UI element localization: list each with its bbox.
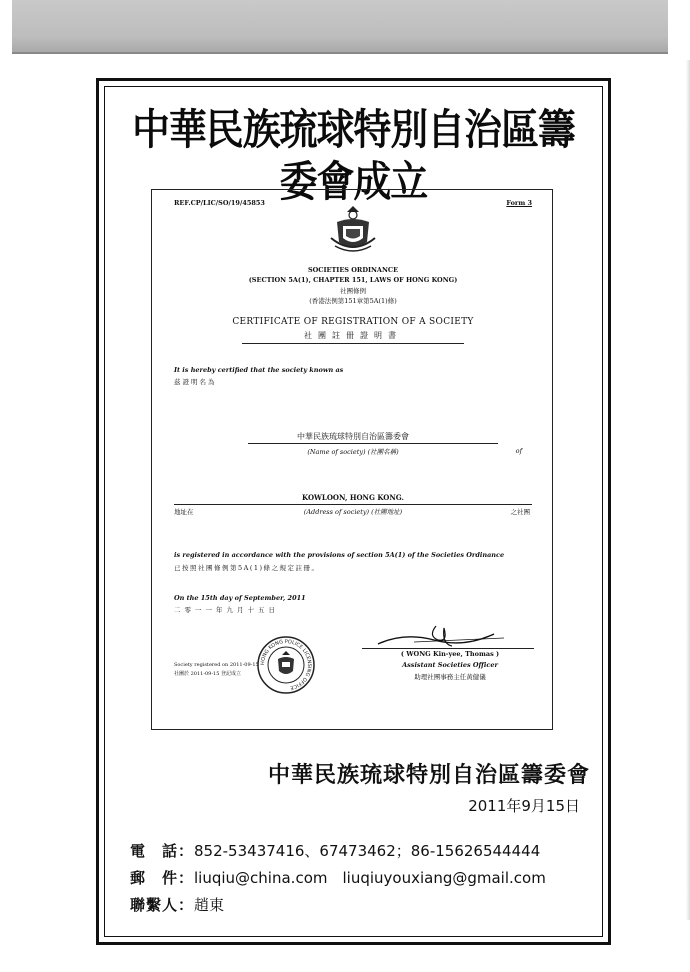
issue-date-zh: 二零一一年九月十五日 [174,606,279,614]
society-name-label: (Name of society) (社團名稱) [307,448,399,456]
ordinance-zh: 社團條例 [340,287,366,295]
contact-email-value: liuqiu@china.com liuqiuyouxiang@gmail.com [194,869,546,887]
page-shadow [686,60,690,920]
certificate-title-en: CERTIFICATE OF REGISTRATION OF A SOCIETY [232,317,474,327]
certificate-title-zh: 社團註冊證明書 [304,331,402,340]
certificate [151,189,553,730]
title-underline [242,343,464,344]
reference-number: REF.CP/LIC/SO/19/45853 [174,199,265,207]
society-address: KOWLOON, HONG KONG. [302,493,404,502]
form-label: Form 3 [506,199,532,207]
issue-date-en: On the 15th day of September, 2011 [174,594,306,602]
address-label: (Address of society) (社團地址) [303,508,403,516]
signatory-title-en: Assistant Societies Officer [402,661,498,669]
registered-text-en: is registered in accordance with the provisions of section 5A(1) of the Societies Ordinance [174,551,505,559]
signatory-title-zh: 助理社團事務主任黃健儀 [414,673,486,681]
registered-text-zh: 已按照社團條例第5A(1)條之規定註冊。 [174,564,320,572]
address-line [174,504,532,505]
society-name-line [248,443,498,444]
contact-person-label: 聯繫人： [130,896,195,914]
of-text: of [515,447,522,455]
contact-email [130,867,546,888]
svg-text:HONG KONG POLICE LICENSING OFF: HONG KONG POLICE LICENSING OFFICE [259,638,313,691]
certify-text-zh: 茲證明名為 [174,378,217,386]
contact-phone-value: 852-53437416、67473462；86-15626544444 [194,842,541,860]
registered-on-en: Society registered on 2011-09-15 [174,662,259,668]
licensing-office-seal-icon [256,635,316,695]
contact-person-value: 趙東 [194,896,225,914]
scan-edge-line [12,52,668,54]
certify-text-en: It is hereby certified that the society known as [174,366,344,374]
contact-phone-label: 電 話： [130,842,195,860]
ordinance-section-zh: (香港法例第151章第5A(1)條) [309,297,397,305]
page-heading: 中華民族琉球特別自治區籌委會成立 [132,105,575,206]
address-prefix-zh: 地址在 [174,508,194,516]
footer-organization: 中華民族琉球特別自治區籌委會 [267,763,590,788]
contact-person [130,894,224,915]
ordinance-section-en: (SECTION 5A(1), CHAPTER 151, LAWS OF HONG KONG) [248,276,458,284]
footer-date: 2011年9月15日 [468,797,580,815]
scan-top-edge [12,0,668,52]
signatory-name: ( WONG Kin-yee, Thomas ) [400,650,500,658]
address-suffix-zh: 之社團 [510,508,530,516]
contact-phone [130,840,540,861]
society-name: 中華民族琉球特別自治區籌委會 [297,432,409,441]
ordinance-en: SOCIETIES ORDINANCE [307,266,399,274]
contact-email-label: 郵 件： [130,869,195,887]
registered-on-zh: 社團於 2011-09-15 登記成立 [174,671,242,677]
police-crest-icon [315,202,391,258]
signature-line [362,648,534,649]
signature-mark [374,622,514,650]
